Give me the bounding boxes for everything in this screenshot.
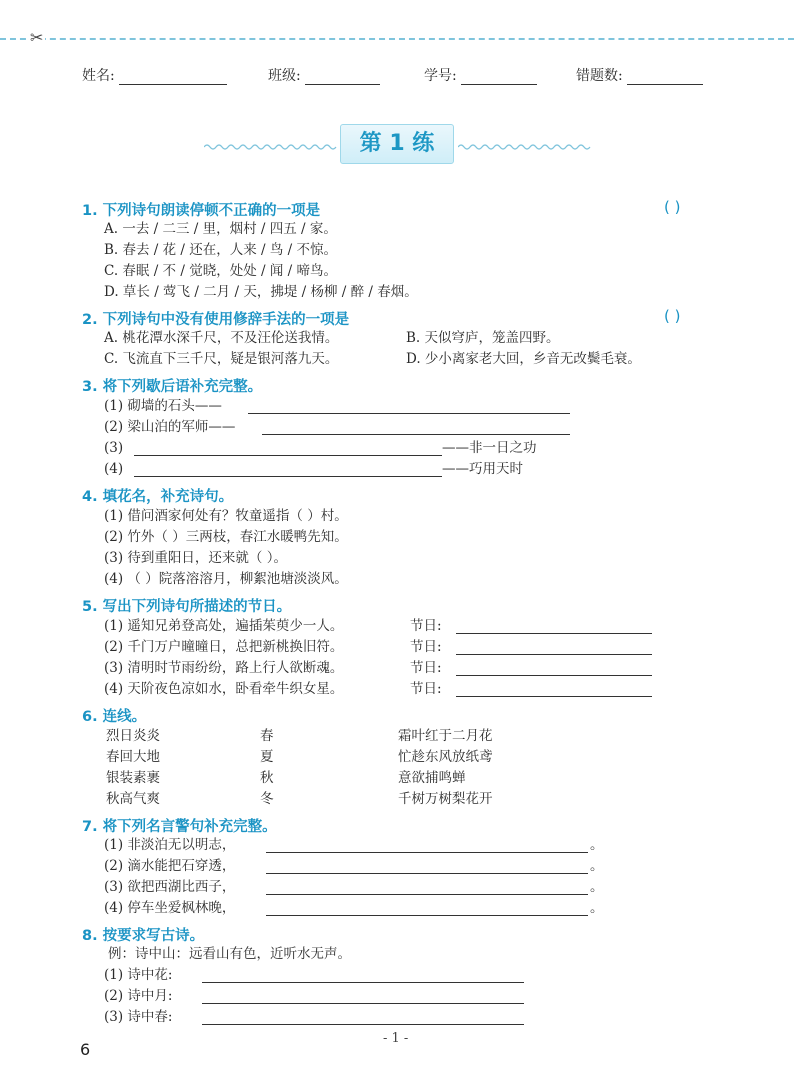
q3-item-4-suffix: ——巧用天时 <box>442 461 523 477</box>
q5-answer-label-1: 节日: <box>410 618 442 634</box>
q7-item-3-blank[interactable] <box>266 894 588 895</box>
q7-item-4: (4) 停车坐爱枫林晚， <box>104 900 236 916</box>
q6-left-4[interactable]: 秋高气爽 <box>106 791 160 807</box>
q6-right-3[interactable]: 意欲捕鸣蝉 <box>398 770 466 786</box>
q4-item-3: (3) 待到重阳日，还来就（ ）。 <box>104 550 287 566</box>
q5-answer-blank-4[interactable] <box>456 696 652 697</box>
q3-item-3-suffix: ——非一日之功 <box>442 440 537 456</box>
page-title: 第 1 练 <box>340 124 454 164</box>
q7-item-1-blank[interactable] <box>266 852 588 853</box>
q6-left-2[interactable]: 春回大地 <box>106 749 160 765</box>
q8-item-2-blank[interactable] <box>202 1003 524 1004</box>
q5-item-4: (4) 天阶夜色凉如水，卧看牵牛织女星。 <box>104 681 344 697</box>
q3-item-4-blank[interactable] <box>134 476 442 477</box>
q7-item-1-end: 。 <box>590 837 604 853</box>
student-id-field[interactable] <box>424 65 537 85</box>
errors-field[interactable] <box>576 65 703 85</box>
errors-blank[interactable] <box>627 68 703 85</box>
q7-item-3-end: 。 <box>590 879 604 895</box>
title-banner <box>200 124 600 166</box>
q3-item-2: (2) 梁山泊的军师—— <box>104 419 236 435</box>
q8-example: 例：诗中山：远看山有色，近听水无声。 <box>108 946 351 962</box>
class-field[interactable] <box>268 65 380 85</box>
name-blank[interactable] <box>119 68 227 85</box>
question-5-title: 5. 写出下列诗句所描述的节日。 <box>82 599 292 615</box>
q7-item-2: (2) 滴水能把石穿透， <box>104 858 236 874</box>
q6-left-3[interactable]: 银装素裹 <box>106 770 160 786</box>
student-info-row <box>82 65 722 85</box>
cut-line <box>0 38 794 44</box>
q5-answer-label-4: 节日: <box>410 681 442 697</box>
student-id-blank[interactable] <box>461 68 537 85</box>
corner-page-number: 6 <box>80 1040 91 1059</box>
q2-option-b: B. 天似穹庐，笼盖四野。 <box>406 330 560 346</box>
q4-item-1: (1) 借问酒家何处有？牧童遥指（ ）村。 <box>104 508 348 524</box>
q5-answer-blank-2[interactable] <box>456 654 652 655</box>
q5-answer-blank-1[interactable] <box>456 633 652 634</box>
question-2-answer-paren[interactable]: ( ) <box>664 307 681 325</box>
q3-item-1: (1) 砌墙的石头—— <box>104 398 222 414</box>
q3-item-1-blank[interactable] <box>248 413 570 414</box>
q2-option-a: A. 桃花潭水深千尺，不及汪伦送我情。 <box>104 330 339 346</box>
q7-item-2-blank[interactable] <box>266 873 588 874</box>
class-blank[interactable] <box>305 68 380 85</box>
class-label: 班级: <box>268 68 301 84</box>
q1-option-b: B. 春去 / 花 / 还在，人来 / 鸟 / 不惊。 <box>104 242 338 258</box>
q1-option-c: C. 春眠 / 不 / 觉晓，处处 / 闻 / 啼鸟。 <box>104 263 337 279</box>
q8-item-3: (3) 诗中春: <box>104 1009 173 1025</box>
q8-item-1: (1) 诗中花: <box>104 967 173 983</box>
question-2-title: 2. 下列诗句中没有使用修辞手法的一项是 <box>82 312 350 328</box>
q7-item-4-end: 。 <box>590 900 604 916</box>
q6-middle-2[interactable]: 夏 <box>260 749 274 765</box>
q5-answer-blank-3[interactable] <box>456 675 652 676</box>
errors-label: 错题数: <box>576 68 623 84</box>
q7-item-3: (3) 欲把西湖比西子， <box>104 879 236 895</box>
q6-right-1[interactable]: 霜叶红于二月花 <box>398 728 493 744</box>
q5-item-3: (3) 清明时节雨纷纷，路上行人欲断魂。 <box>104 660 344 676</box>
q6-left-1[interactable]: 烈日炎炎 <box>106 728 160 744</box>
q6-middle-4[interactable]: 冬 <box>260 791 274 807</box>
name-field[interactable] <box>82 65 227 85</box>
q8-item-3-blank[interactable] <box>202 1024 524 1025</box>
q5-item-1: (1) 遥知兄弟登高处，遍插茱萸少一人。 <box>104 618 344 634</box>
question-8-title: 8. 按要求写古诗。 <box>82 928 205 944</box>
q7-item-1: (1) 非淡泊无以明志， <box>104 837 236 853</box>
question-1-answer-paren[interactable]: ( ) <box>664 198 681 216</box>
question-6-title: 6. 连线。 <box>82 709 147 725</box>
q7-item-4-blank[interactable] <box>266 915 588 916</box>
q6-right-2[interactable]: 忙趁东风放纸鸢 <box>398 749 493 765</box>
question-1-title: 1. 下列诗句朗读停顿不正确的一项是 <box>82 203 321 219</box>
q4-item-2: (2) 竹外（ ）三两枝，春江水暖鸭先知。 <box>104 529 348 545</box>
question-3-title: 3. 将下列歇后语补充完整。 <box>82 379 263 395</box>
q2-option-c: C. 飞流直下三千尺，疑是银河落九天。 <box>104 351 339 367</box>
q1-option-a: A. 一去 / 二三 / 里，烟村 / 四五 / 家。 <box>104 221 337 237</box>
q3-item-3-blank[interactable] <box>134 455 442 456</box>
q3-item-3: (3) <box>104 440 124 456</box>
student-id-label: 学号: <box>424 68 457 84</box>
question-7-title: 7. 将下列名言警句补充完整。 <box>82 819 277 835</box>
q1-option-d: D. 草长 / 莺飞 / 二月 / 天，拂堤 / 杨柳 / 醉 / 春烟。 <box>104 284 418 300</box>
q7-item-2-end: 。 <box>590 858 604 874</box>
question-4-title: 4. 填花名，补充诗句。 <box>82 489 234 505</box>
q3-item-2-blank[interactable] <box>262 434 570 435</box>
scissors-icon: ✂ <box>30 28 44 47</box>
q5-item-2: (2) 千门万户曈曈日，总把新桃换旧符。 <box>104 639 344 655</box>
q6-middle-1[interactable]: 春 <box>260 728 274 744</box>
q3-item-4: (4) <box>104 461 124 477</box>
q5-answer-label-2: 节日: <box>410 639 442 655</box>
q2-option-d: D. 少小离家老大回，乡音无改鬓毛衰。 <box>406 351 641 367</box>
right-wave-decoration <box>458 143 593 151</box>
q6-right-4[interactable]: 千树万树梨花开 <box>398 791 493 807</box>
q4-item-4: (4) （ ）院落溶溶月，柳絮池塘淡淡风。 <box>104 571 348 587</box>
q8-item-1-blank[interactable] <box>202 982 524 983</box>
q8-item-2: (2) 诗中月: <box>104 988 173 1004</box>
page-number: - 1 - <box>383 1031 409 1046</box>
name-label: 姓名: <box>82 68 115 84</box>
q5-answer-label-3: 节日: <box>410 660 442 676</box>
left-wave-decoration <box>204 143 339 151</box>
q6-middle-3[interactable]: 秋 <box>260 770 274 786</box>
